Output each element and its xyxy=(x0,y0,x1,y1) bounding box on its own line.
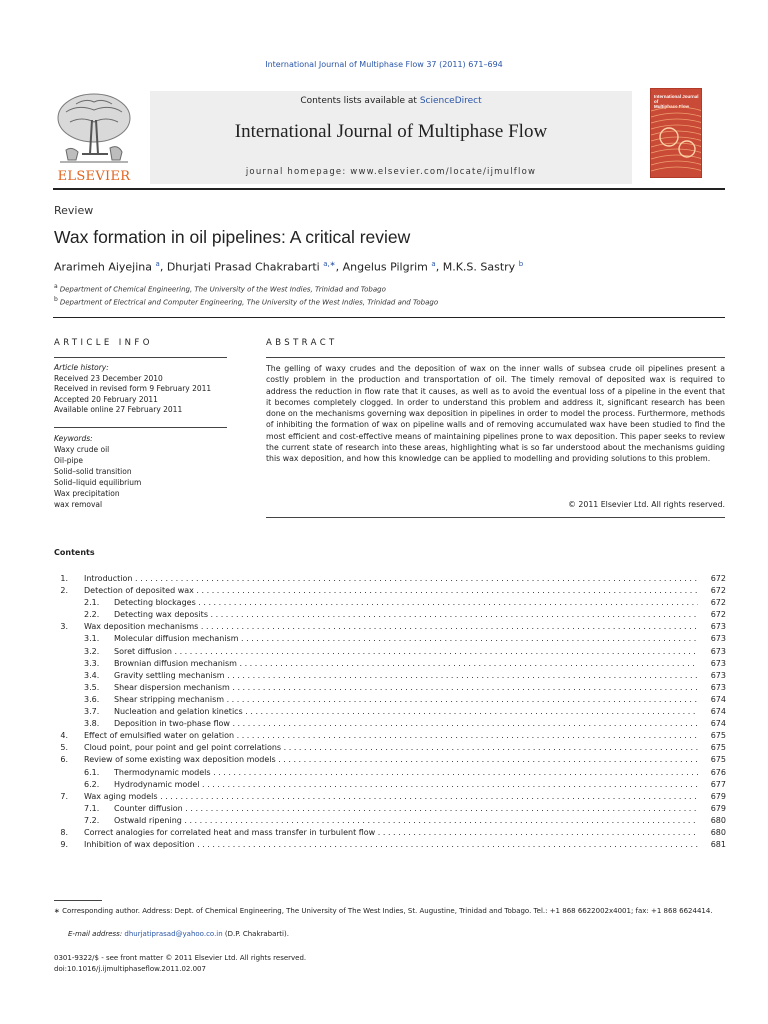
toc-page-number: 674 xyxy=(710,694,726,704)
toc-entry[interactable] xyxy=(54,694,726,706)
keywords-label: Keywords: xyxy=(54,434,93,443)
author-name: M.K.S. Sastry xyxy=(442,260,516,274)
history-item: Accepted 20 February 2011 xyxy=(54,394,158,404)
toc-page-number: 673 xyxy=(710,682,726,692)
toc-title[interactable]: Counter diffusion . . . xyxy=(114,803,698,815)
toc-title[interactable]: Molecular diffusion mechanism . . . xyxy=(114,633,698,645)
affiliation-link[interactable]: a,∗ xyxy=(323,260,336,268)
abstract-body: The gelling of waxy crudes and the deposition of wax on the inner walls of subsea crude oil pipelines present a costly problem in the production and transportation of oil. The timely removal of deposited wax is required to address the reduction in flow rate that it causes, as well as to avoid the eventual loss of a pipeline in the event that it becomes completely clogged. In order to understand this problem and address it, significant research has been done on the mechanisms governing wax deposition in pipelines in order to model the process. Furthermore, methods of inhibiting the formation of wax on pipeline walls and of removing accumulated wax have been studied to find the most efficient and cost-effective means of maintaining pipelines prone to wax deposition. This paper seeks to review the current state of research into these areas, highlighting what is so far understood about the mechanisms guiding this wax deposition, and how this knowledge can be applied to modelling and providing solutions to this problem. xyxy=(266,364,725,464)
toc-number: 3.6. xyxy=(84,694,100,704)
toc-number: 3.2. xyxy=(84,646,100,656)
toc-page-number: 675 xyxy=(710,755,726,765)
abstract-heading: ABSTRACT xyxy=(266,338,338,348)
toc-entry[interactable] xyxy=(54,779,726,791)
toc-number: 6. xyxy=(60,755,68,765)
toc-entry[interactable] xyxy=(54,803,726,815)
toc-title[interactable]: Review of some existing wax deposition models . . . xyxy=(84,754,698,766)
toc-number: 8. xyxy=(60,827,68,837)
toc-page-number: 672 xyxy=(710,610,726,620)
email-link[interactable]: dhurjatiprasad@yahoo.co.in xyxy=(124,930,223,938)
toc-entry[interactable] xyxy=(54,573,726,585)
header-rule xyxy=(53,188,725,190)
toc-title[interactable]: Gravity settling mechanism . . . xyxy=(114,670,698,682)
toc-number: 7.1. xyxy=(84,803,100,813)
toc-number: 2. xyxy=(60,586,68,596)
toc-page-number: 681 xyxy=(710,840,726,850)
toc-title[interactable]: Wax aging models . . . xyxy=(84,791,698,803)
history-item: Available online 27 February 2011 xyxy=(54,405,183,414)
toc-page-number: 677 xyxy=(710,779,726,789)
article-title: Wax formation in oil pipelines: A critical review xyxy=(54,227,411,247)
history-item: Received in revised form 9 February 2011 xyxy=(54,384,212,393)
keyword: Solid–liquid equilibrium xyxy=(54,478,142,487)
toc-entry[interactable] xyxy=(54,646,726,658)
article-history xyxy=(54,363,211,416)
toc-title[interactable]: Hydrodynamic model . . . xyxy=(114,779,698,791)
email-note: E-mail address: dhurjatiprasad@yahoo.co.in (D.P. Chakrabarti). xyxy=(68,930,289,938)
toc-page-number: 674 xyxy=(710,719,726,729)
toc-entry[interactable] xyxy=(54,754,726,766)
toc-number: 5. xyxy=(60,743,68,753)
toc-number: 3.4. xyxy=(84,670,100,680)
toc-entry[interactable] xyxy=(54,609,726,621)
history-item: Received 23 December 2010 xyxy=(54,373,163,383)
toc-entry[interactable] xyxy=(54,815,726,827)
toc-page-number: 673 xyxy=(710,658,726,668)
toc-page-number: 673 xyxy=(710,634,726,644)
toc-number: 3.8. xyxy=(84,719,100,729)
toc-number: 2.1. xyxy=(84,598,100,608)
toc-page-number: 673 xyxy=(710,622,726,632)
toc-page-number: 675 xyxy=(710,731,726,741)
keyword: wax removal xyxy=(54,500,103,509)
publisher-name: ELSEVIER xyxy=(57,169,131,184)
contents-availability: Contents lists available at ScienceDirect xyxy=(300,96,482,106)
copyright-notice: © 2011 Elsevier Ltd. All rights reserved. xyxy=(568,500,725,509)
toc-entry[interactable] xyxy=(54,767,726,779)
toc-title[interactable]: Wax deposition mechanisms . . . xyxy=(84,621,698,633)
toc-entry[interactable] xyxy=(54,742,726,754)
sciencedirect-link[interactable]: ScienceDirect xyxy=(419,96,482,106)
toc-title[interactable]: Shear dispersion mechanism . . . xyxy=(114,682,698,694)
toc-title[interactable]: Introduction . . . xyxy=(84,573,698,585)
toc-title[interactable]: Brownian diffusion mechanism . . . xyxy=(114,658,698,670)
author-name: Angelus Pilgrim xyxy=(342,260,428,274)
toc-number: 6.2. xyxy=(84,779,100,789)
toc-number: 4. xyxy=(60,731,68,741)
history-label: Article history: xyxy=(54,363,109,372)
toc-entry[interactable] xyxy=(54,682,726,694)
toc-entry[interactable] xyxy=(54,706,726,718)
toc-title[interactable]: Correct analogies for correlated heat and mass transfer in turbulent flow . . . xyxy=(84,827,698,839)
toc-title[interactable]: Nucleation and gelation kinetics . . . xyxy=(114,706,698,718)
journal-cover-image xyxy=(650,88,702,178)
toc-entry[interactable] xyxy=(54,718,726,730)
toc-page-number: 676 xyxy=(710,767,726,777)
issn-line: 0301-9322/$ - see front matter © 2011 Elsevier Ltd. All rights reserved. xyxy=(54,954,307,962)
elsevier-tree-icon xyxy=(52,90,136,168)
author-name: Dhurjati Prasad Chakrabarti xyxy=(166,260,320,274)
toc-page-number: 672 xyxy=(710,586,726,596)
toc-number: 7. xyxy=(60,791,68,801)
toc-entry[interactable] xyxy=(54,827,726,839)
toc-title[interactable]: Inhibition of wax deposition . . . xyxy=(84,839,698,851)
toc-title[interactable]: Detecting wax deposits . . . xyxy=(114,609,698,621)
toc-title[interactable]: Cloud point, pour point and gel point correlations . . . xyxy=(84,742,698,754)
toc-entry[interactable] xyxy=(54,730,726,742)
toc-entry[interactable] xyxy=(54,839,726,851)
toc-entry[interactable] xyxy=(54,658,726,670)
toc-page-number: 674 xyxy=(710,707,726,717)
toc-entry[interactable] xyxy=(54,670,726,682)
article-type: Review xyxy=(54,204,94,217)
toc-entry[interactable] xyxy=(54,791,726,803)
journal-title: International Journal of Multiphase Flow xyxy=(234,121,548,142)
doi-link[interactable]: doi:10.1016/j.ijmultiphaseflow.2011.02.007 xyxy=(54,965,206,973)
toc-number: 3.1. xyxy=(84,634,100,644)
corresponding-author-note: ∗ Corresponding author. Address: Dept. of Chemical Engineering, The University of The West Indies, St. Augustine, Trinidad and Tobago. Tel.: +1 868 6622002x4001; fax: +1 868 6624414. xyxy=(54,907,713,915)
info-rule xyxy=(54,427,227,428)
toc-page-number: 672 xyxy=(710,574,726,583)
article-info-heading: ARTICLE INFO xyxy=(54,338,153,348)
toc-entry[interactable] xyxy=(54,633,726,645)
cover-artwork xyxy=(651,89,702,178)
toc-number: 2.2. xyxy=(84,610,100,620)
info-rule xyxy=(54,357,227,358)
table-of-contents xyxy=(54,573,726,851)
keyword: Waxy crude oil xyxy=(54,445,110,454)
toc-number: 7.2. xyxy=(84,815,100,825)
journal-masthead xyxy=(150,91,632,184)
toc-title[interactable]: Ostwald ripening . . . xyxy=(114,815,698,827)
journal-homepage[interactable]: journal homepage: www.elsevier.com/locate/ijmulflow xyxy=(245,167,537,177)
keyword: Solid–solid transition xyxy=(54,467,132,476)
elsevier-logo xyxy=(52,90,136,184)
toc-number: 9. xyxy=(60,840,68,850)
affiliation-link[interactable]: a xyxy=(431,260,436,268)
author-list: Ararimeh Aiyejina $^a$, Dhurjati Prasad Chakrabarti $^{a,∗}$, Angelus Pilgrim $^a$, M.K.S. Sastry $^b$ xyxy=(54,260,524,274)
affiliation-a: a Department of Chemical Engineering, The University of the West Indies, Trinidad and Tobago xyxy=(54,283,386,294)
toc-title[interactable]: Thermodynamic models . . . xyxy=(114,767,698,779)
toc-title[interactable]: Soret diffusion . . . xyxy=(114,646,698,658)
toc-number: 3.3. xyxy=(84,658,100,668)
toc-page-number: 680 xyxy=(710,815,726,825)
keywords xyxy=(54,433,141,510)
affiliation-link[interactable]: b xyxy=(518,260,524,268)
toc-entry[interactable] xyxy=(54,585,726,597)
section-rule xyxy=(53,317,725,318)
toc-title[interactable]: Deposition in two-phase flow . . . xyxy=(114,718,698,730)
keyword: Wax precipitation xyxy=(54,489,120,498)
abstract-rule xyxy=(266,517,725,518)
toc-page-number: 679 xyxy=(710,791,726,801)
toc-title[interactable]: Detection of deposited wax . . . xyxy=(84,585,698,597)
keyword: Oil-pipe xyxy=(54,456,83,465)
toc-page-number: 673 xyxy=(710,670,726,680)
toc-title[interactable]: Detecting blockages . . . xyxy=(114,597,698,609)
toc-title[interactable]: Effect of emulsified water on gelation . . . xyxy=(84,730,698,742)
toc-number: 6.1. xyxy=(84,767,100,777)
cover-title: International Journal of Multiphase Flow xyxy=(654,94,699,109)
author-name: Ararimeh Aiyejina xyxy=(54,260,153,274)
affiliation-link[interactable]: a xyxy=(155,260,160,268)
abstract-rule xyxy=(266,357,725,358)
toc-number: 1. xyxy=(60,574,68,583)
toc-number: 3. xyxy=(60,622,68,632)
toc-entry[interactable] xyxy=(54,597,726,609)
toc-title[interactable]: Shear stripping mechanism . . . xyxy=(114,694,698,706)
contents-heading: Contents xyxy=(54,548,95,557)
affiliation-b: b Department of Electrical and Computer Engineering, The University of the West Indies, Trinidad and Tobago xyxy=(54,296,439,307)
toc-page-number: 675 xyxy=(710,743,726,753)
journal-citation-link[interactable]: International Journal of Multiphase Flow 37 (2011) 671–694 xyxy=(265,60,503,69)
toc-number: 3.7. xyxy=(84,707,100,717)
toc-number: 3.5. xyxy=(84,682,100,692)
toc-page-number: 680 xyxy=(710,827,726,837)
toc-page-number: 679 xyxy=(710,803,726,813)
toc-page-number: 672 xyxy=(710,598,726,608)
toc-entry[interactable] xyxy=(54,621,726,633)
toc-page-number: 673 xyxy=(710,646,726,656)
footnote-rule xyxy=(54,900,102,901)
